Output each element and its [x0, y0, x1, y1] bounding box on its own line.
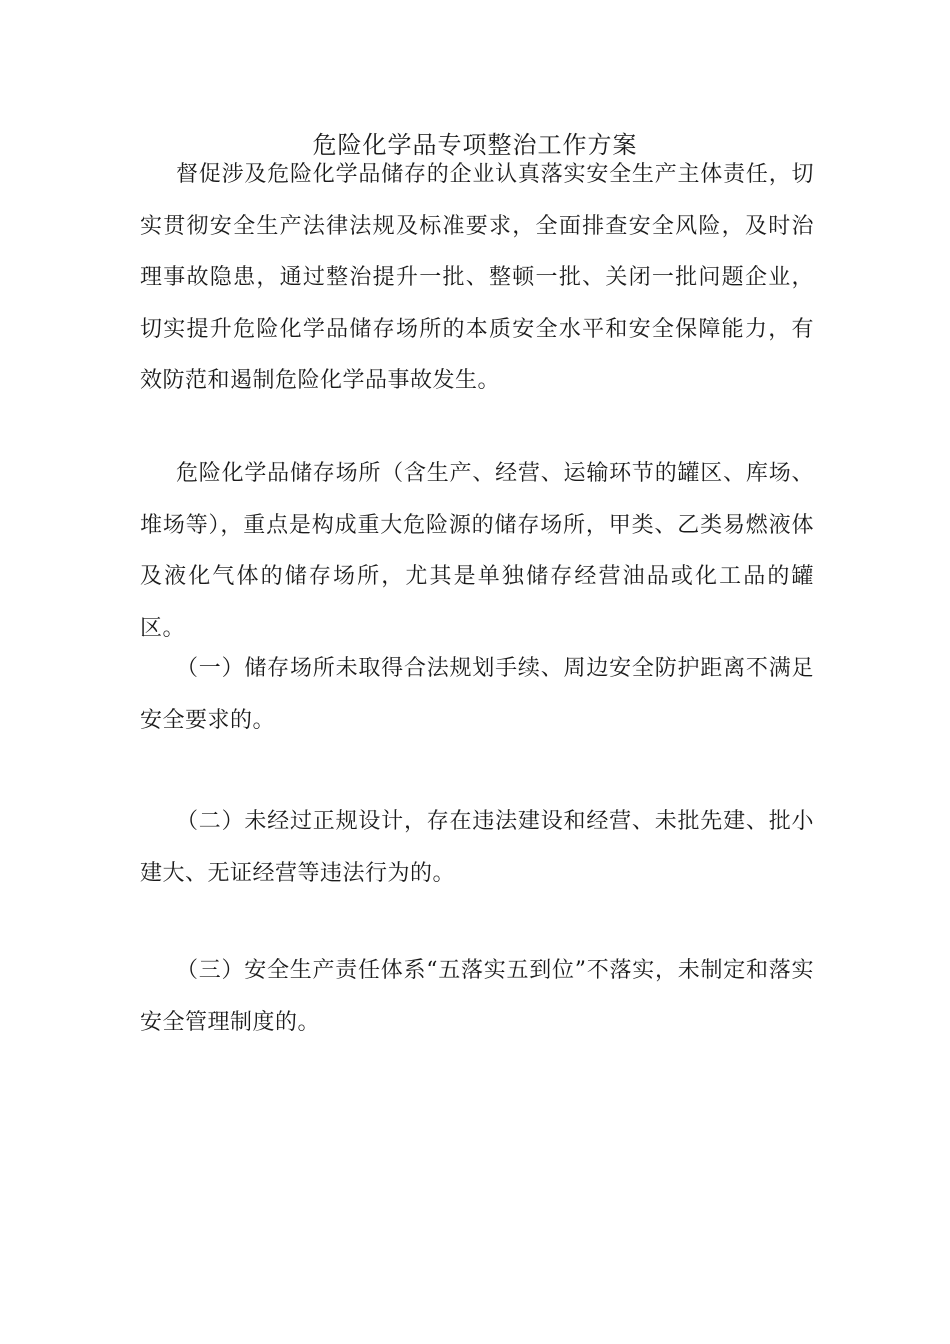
paragraph-scope: 危险化学品储存场所（含生产、经营、运输环节的罐区、库场、堆场等），重点是构成重大危险源的储存场所，甲类、乙类易燃液体及液化气体的储存场所，尤其是单独储存经营油品或化工品的罐区。	[140, 461, 814, 641]
paragraph-objective: 督促涉及危险化学品储存的企业认真落实安全生产主体责任，切实贯彻安全生产法律法规及标准要求，全面排查安全风险，及时治理事故隐患，通过整治提升一批、整顿一批、关闭一批问题企业，切实提升危险化学品储存场所的本质安全水平和安全保障能力，有效防范和遏制危险化学品事故发生。	[140, 162, 814, 393]
paragraph-item-3: （三）安全生产责任体系“五落实五到位”不落实，未制定和落实安全管理制度的。	[140, 958, 814, 1035]
paragraph-item-2: （二）未经过正规设计，存在违法建设和经营、未批先建、批小建大、无证经营等违法行为的。	[140, 809, 814, 886]
paragraph-item-1: （一）储存场所未取得合法规划手续、周边安全防护距离不满足安全要求的。	[140, 656, 814, 733]
document-title: 危险化学品专项整治工作方案	[312, 131, 638, 160]
